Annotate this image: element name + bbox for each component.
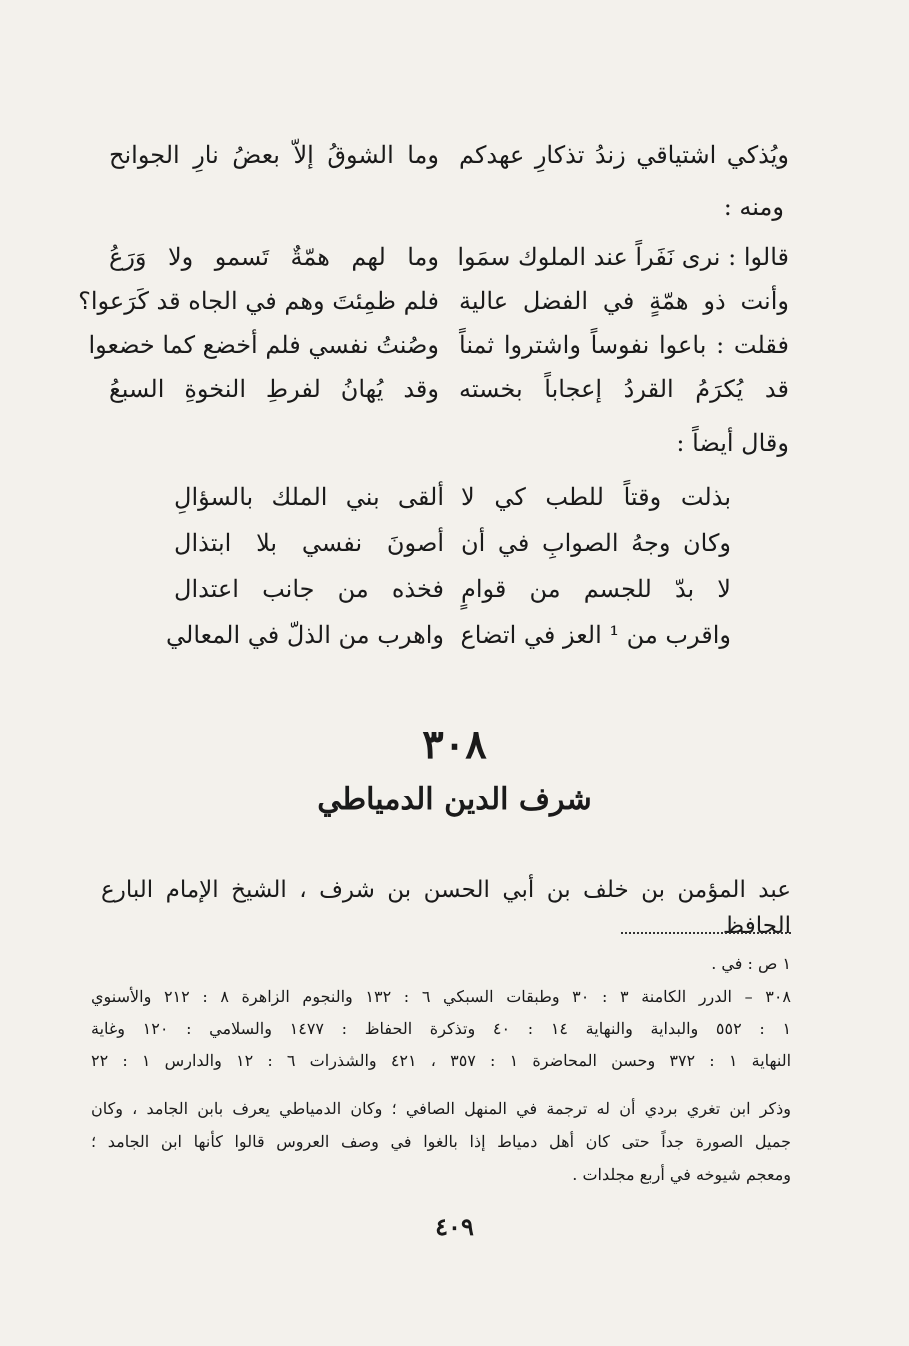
entry-number: ٣٠٨ <box>422 721 487 768</box>
poem3-line4-left: واهرب من الذلّ في المعالي <box>166 621 444 649</box>
entry-body-text: عبد المؤمن بن خلف بن أبي الحسن بن شرف ، الشيخ الإمام البارع الحافظ <box>101 877 791 939</box>
footnote-source-line-5: جميل الصورة جداً حتى كان أهل دمياط إذا بالغوا في وصف العروس قالوا كأنها ابن الجامد ؛ <box>91 1132 791 1151</box>
poem3-line2-left: أصونَ نفسي بلا ابتذال <box>174 529 444 557</box>
intro-heading-1: ومنه : <box>723 193 784 221</box>
poem1-hemistich-right: ويُذكي اشتياقي زندُ تذكارِ عهدكم <box>459 141 789 169</box>
poem3-line3-right: لا بدّ للجسم من قوامٍ <box>461 575 731 603</box>
footnote-source-line-6: ومعجم شيوخه في أربع مجلدات . <box>572 1165 791 1184</box>
entry-title: شرف الدين الدمياطي <box>317 782 592 817</box>
poem3-line1-left: ألقى بني الملك بالسؤالِ <box>174 483 444 511</box>
footnote-source-line-1: ٣٠٨ – الدرر الكامنة ٣ : ٣٠ وطبقات السبكي ٦ : ١٣٢ والنجوم الزاهرة ٨ : ٢١٢ والأسنوي <box>91 987 792 1006</box>
page-number: ٤٠٩ <box>435 1212 474 1241</box>
footnote-source-line-4: وذكر ابن تغري بردي أن له ترجمة في المنهل الصافي ؛ وكان الدمياطي يعرف بابن الجامد ، وكان <box>91 1099 792 1118</box>
poem1-hemistich-left: وما الشوقُ إلاّ بعضُ نارِ الجوانح <box>109 141 439 169</box>
poem2-line3-left: وصُنتُ نفسي فلم أخضع كما خضعوا <box>88 331 439 359</box>
poem2-line4-right: قد يُكرَمُ القردُ إعجاباً بخسته <box>459 375 789 403</box>
poem2-line4-left: وقد يُهانُ لفرطِ النخوةِ السبعُ <box>109 375 439 403</box>
poem3-line3-left: فخذه من جانب اعتدال <box>174 575 444 603</box>
poem2-line3-right: فقلت : باعوا نفوساً واشتروا ثمناً <box>459 331 789 359</box>
poem2-line2-right: وأنت ذو همّةٍ في الفضل عالية <box>459 287 789 315</box>
poem3-line2-right: وكان وجهُ الصوابِ في أن <box>461 529 731 557</box>
footnote-source-line-2: ١ : ٥٥٢ والبداية والنهاية ١٤ : ٤٠ وتذكرة الحفاظ : ١٤٧٧ والسلامي : ١٢٠ وغاية <box>91 1019 792 1038</box>
poem2-line2-left: فلم ظمِئتَ وهم في الجاه قد كَرَعوا؟ <box>78 287 439 315</box>
footnote-source-line-3: النهاية ١ : ٣٧٢ وحسن المحاضرة ١ : ٣٥٧ ، ٤٢١ والشذرات ٦ : ١٢ والدارس ١ : ٢٢ <box>91 1051 792 1070</box>
poem3-line4-right: واقرب من ¹ العز في اتضاع <box>460 621 731 649</box>
footnote-separator <box>621 932 791 934</box>
poem2-line1-left: وما لهم همّةٌ تَسمو ولا وَرَعُ <box>109 243 439 271</box>
poem3-line1-right: بذلت وقتاً للطب كي لا <box>461 483 731 511</box>
intro-heading-2: وقال أيضاً : <box>676 429 789 457</box>
poem2-line1-right: قالوا : نرى نَفَراً عند الملوك سمَوا <box>457 243 789 271</box>
footnote-1: ١ ص : في . <box>711 954 791 973</box>
